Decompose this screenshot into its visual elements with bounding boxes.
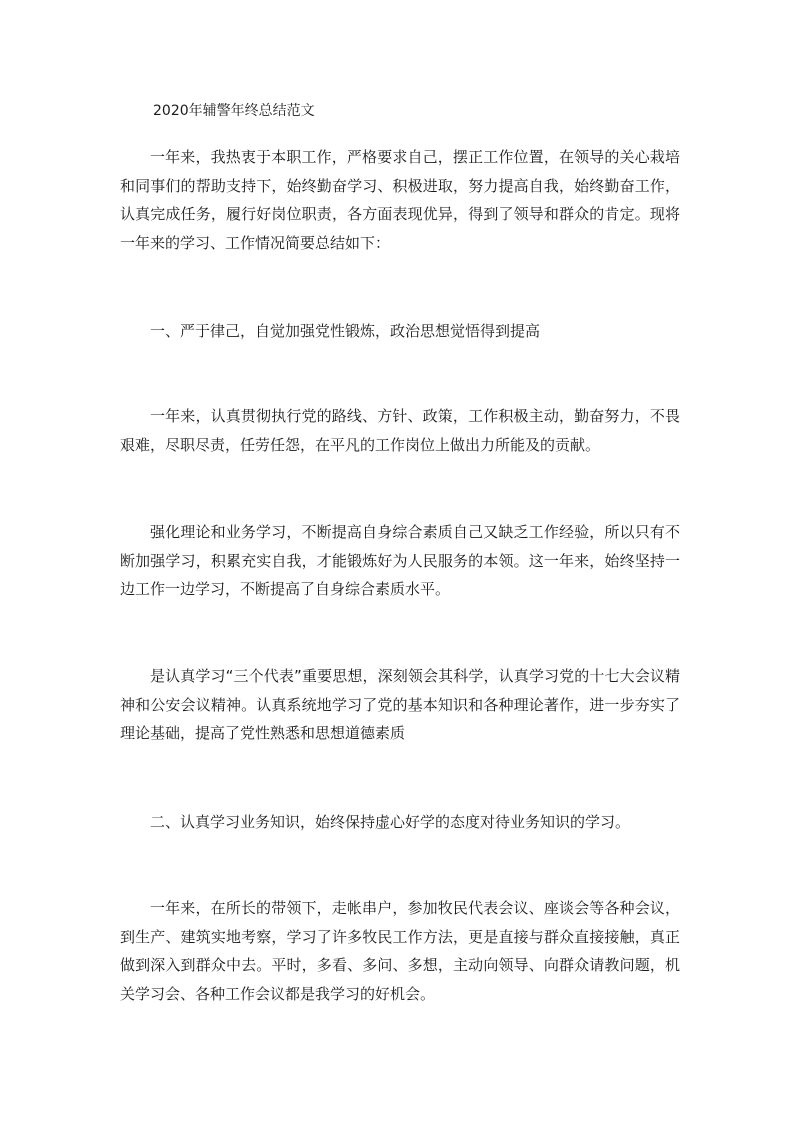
intro-paragraph: 一年来，我热衷于本职工作，严格要求自己，摆正工作位置，在领导的关心栽培和同事们的帮助支持下，始终勤奋学习、积极进取，努力提高自我，始终勤奋工作，认真完成任务，履行好岗位职责，各方面表现优异，得到了领导和群众的肯定。现将一年来的学习、工作情况简要总结如下： xyxy=(120,148,680,252)
section-1-paragraph-3: 是认真学习“三个代表”重要思想，深刻领会其科学，认真学习党的十七大会议精神和公安会议精神。认真系统地学习了党的基本知识和各种理论著作，进一步夯实了理论基础，提高了党性熟悉和思想道德素质 xyxy=(120,667,680,742)
section-1-paragraph-1: 一年来，认真贯彻执行党的路线、方针、政策，工作积极主动，勤奋努力，不畏艰难，尽职尽责，任劳任怨，在平凡的工作岗位上做出力所能及的贡献。 xyxy=(120,407,680,454)
section-1-heading: 一、严于律己，自觉加强党性锻炼，政治思想觉悟得到提高 xyxy=(150,322,541,340)
section-1-paragraph-2: 强化理论和业务学习，不断提高自身综合素质自己又缺乏工作经验，所以只有不断加强学习，积累充实自我，才能锻炼好为人民服务的本领。这一年来，始终坚持一边工作一边学习，不断提高了自身综合素质水平。 xyxy=(120,523,680,598)
section-2-paragraph-1: 一年来，在所长的带领下，走帐串户，参加牧民代表会议、座谈会等各种会议，到生产、建筑实地考察，学习了许多牧民工作方法，更是直接与群众直接接触，真正做到深入到群众中去。平时，多看、多问、多想，主动向领导、向群众请教问题，机关学习会、各种工作会议都是我学习的好机会。 xyxy=(120,899,680,1003)
section-2-heading: 二、认真学习业务知识，始终保持虚心好学的态度对待业务知识的学习。 xyxy=(150,813,631,831)
document-title: 2020年辅警年终总结范文 xyxy=(153,103,315,119)
